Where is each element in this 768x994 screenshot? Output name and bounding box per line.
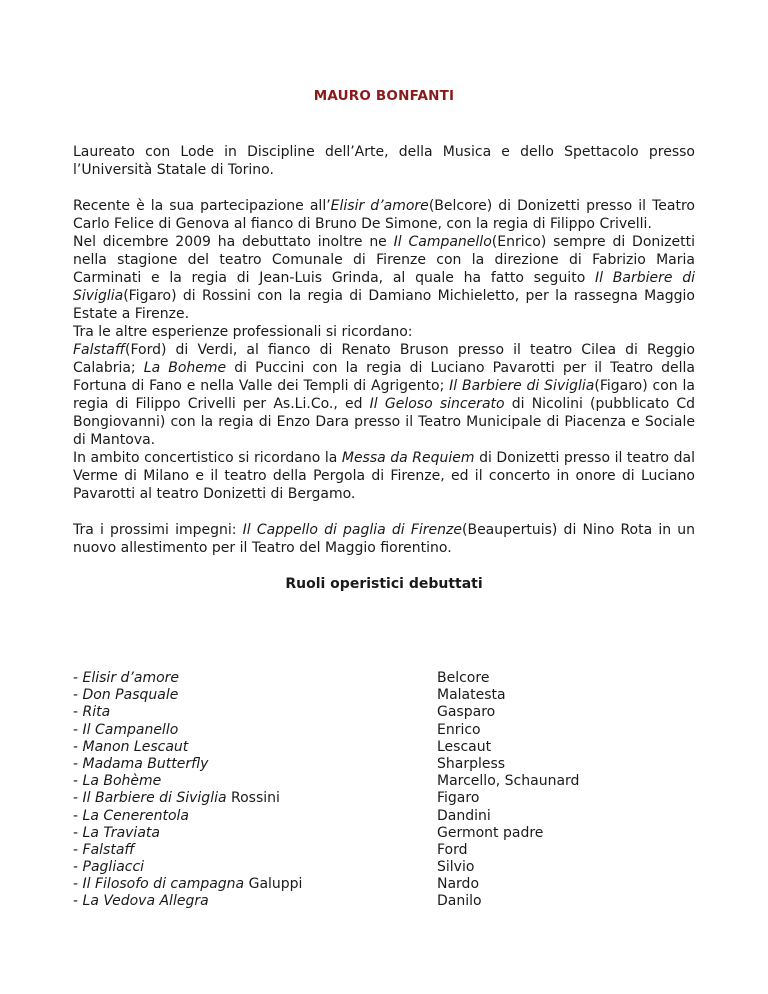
bio-paragraph-5 bbox=[73, 341, 695, 449]
bio-text: (Enrico) sempre di Donizetti nella stagione del teatro Comunale di Firenze con la direzione di Fabrizio Maria Carminati e la regia di Jean-Luis Grinda, al quale ha fatto seguito bbox=[73, 234, 695, 286]
role-row bbox=[73, 893, 713, 910]
role-opera bbox=[73, 670, 179, 687]
role-row bbox=[73, 756, 713, 773]
opera-title: Elisir d’amore bbox=[330, 198, 429, 214]
role-opera-title: Madama Butterfly bbox=[82, 755, 209, 772]
opera-title: La Boheme bbox=[143, 360, 227, 376]
roles-list bbox=[73, 670, 713, 911]
role-character: Nardo bbox=[437, 876, 480, 893]
role-row bbox=[73, 825, 713, 842]
bio-paragraph-4: Tra le altre esperienze professionali si ricordano: bbox=[73, 324, 413, 340]
role-bullet: - bbox=[73, 893, 83, 910]
role-opera-title: La Bohème bbox=[82, 773, 162, 790]
bio-text: (Figaro) con la regia di Filippo Crivelli per As.Li.Co., ed bbox=[73, 378, 695, 412]
role-row bbox=[73, 773, 713, 790]
role-bullet: - bbox=[73, 721, 83, 738]
role-character: Figaro bbox=[437, 790, 480, 807]
role-row bbox=[73, 739, 713, 756]
bio-paragraph-3 bbox=[73, 233, 695, 323]
bio-text: di Donizetti presso il teatro dal Verme di Milano e il teatro della Pergola di Firenze, ed il concerto in onore di Luciano Pavarotti al teatro Donizetti di Bergamo. bbox=[73, 450, 695, 502]
role-opera-title: Il Filosofo di campagna bbox=[82, 876, 245, 893]
bio-paragraph-1: Laureato con Lode in Discipline dell’Arte, della Musica e dello Spettacolo presso l’Università Statale di Torino. bbox=[73, 144, 695, 178]
role-opera-title: La Vedova Allegra bbox=[82, 893, 209, 910]
role-character: Malatesta bbox=[437, 687, 506, 704]
bio-text: (Ford) di Verdi, al fianco di Renato Bruson presso il teatro Cilea di Reggio Calabria; bbox=[73, 342, 695, 376]
opera-title: Il Barbiere di Siviglia bbox=[449, 378, 595, 394]
opera-title: Il Cappello di paglia di Firenze bbox=[242, 522, 462, 538]
role-row bbox=[73, 808, 713, 825]
role-bullet: - bbox=[73, 670, 83, 686]
role-bullet: - bbox=[73, 704, 83, 721]
role-opera-title: Pagliacci bbox=[82, 859, 145, 876]
bio-text: Tra i prossimi impegni: bbox=[73, 522, 243, 538]
role-bullet: - bbox=[73, 738, 83, 755]
role-opera bbox=[73, 876, 302, 893]
role-row bbox=[73, 842, 713, 859]
role-opera bbox=[73, 756, 208, 773]
role-opera-title: Don Pasquale bbox=[82, 687, 179, 704]
role-character: Silvio bbox=[437, 859, 475, 876]
bio-text: Recente è la sua partecipazione all’ bbox=[73, 198, 331, 214]
bio-text: di Nicolini (pubblicato Cd Bongiovanni) con la regia di Enzo Dara presso il Teatro Municipale di Piacenza e Sociale di Mantova. bbox=[73, 396, 695, 448]
roles-heading: Ruoli operistici debuttati bbox=[285, 576, 483, 592]
role-row bbox=[73, 790, 713, 807]
role-opera-title: La Traviata bbox=[82, 824, 160, 841]
biography bbox=[73, 143, 695, 611]
role-opera bbox=[73, 842, 135, 859]
role-opera bbox=[73, 859, 144, 876]
role-opera bbox=[73, 808, 189, 825]
role-opera-title: Rita bbox=[82, 704, 111, 721]
role-opera bbox=[73, 893, 209, 910]
role-opera bbox=[73, 773, 161, 790]
bio-text: (Figaro) di Rossini con la regia di Damiano Michieletto, per la rassegna Maggio Estate a Firenze. bbox=[73, 288, 695, 322]
role-opera-title: Il Barbiere di Siviglia bbox=[82, 790, 227, 807]
role-row bbox=[73, 722, 713, 739]
role-character: Belcore bbox=[437, 670, 490, 686]
role-row bbox=[73, 859, 713, 876]
role-bullet: - bbox=[73, 790, 83, 807]
role-character: Sharpless bbox=[437, 755, 506, 772]
bio-paragraph-6 bbox=[73, 449, 695, 503]
role-opera-title: Il Campanello bbox=[82, 721, 179, 738]
role-opera bbox=[73, 790, 280, 807]
role-bullet: - bbox=[73, 755, 83, 772]
role-character: Lescaut bbox=[437, 738, 492, 755]
role-opera-title: La Cenerentola bbox=[82, 807, 189, 824]
role-bullet: - bbox=[73, 824, 83, 841]
role-composer: Galuppi bbox=[244, 876, 303, 893]
role-character: Gasparo bbox=[437, 704, 496, 721]
role-opera bbox=[73, 825, 160, 842]
bio-text: In ambito concertistico si ricordano la bbox=[73, 450, 342, 466]
bio-text: di Puccini con la regia di Luciano Pavarotti per il Teatro della Fortuna di Fano e nella Valle dei Templi di Agrigento; bbox=[73, 360, 695, 394]
bio-text: (Beaupertuis) di Nino Rota in un nuovo allestimento per il Teatro del Maggio fiorentino. bbox=[73, 522, 696, 556]
role-row bbox=[73, 687, 713, 704]
bio-text: Nel dicembre 2009 ha debuttato inoltre ne bbox=[73, 234, 394, 250]
bio-paragraph-7 bbox=[73, 521, 695, 557]
role-bullet: - bbox=[73, 687, 83, 704]
role-row bbox=[73, 876, 713, 893]
role-bullet: - bbox=[73, 876, 83, 893]
role-bullet: - bbox=[73, 841, 83, 858]
opera-title: Il Barbiere di Siviglia bbox=[73, 270, 695, 304]
role-character: Marcello, Schaunard bbox=[437, 773, 580, 790]
role-opera bbox=[73, 722, 178, 739]
role-opera bbox=[73, 704, 110, 721]
role-row bbox=[73, 704, 713, 721]
role-character: Danilo bbox=[437, 893, 482, 910]
role-bullet: - bbox=[73, 859, 83, 876]
page-title: MAURO BONFANTI bbox=[313, 88, 455, 104]
role-opera bbox=[73, 687, 178, 704]
bio-text: (Belcore) di Donizetti presso il Teatro Carlo Felice di Genova al fianco di Bruno De Simone, con la regia di Filippo Crivelli. bbox=[73, 198, 695, 232]
opera-title: Il Campanello bbox=[393, 234, 492, 250]
role-opera bbox=[73, 739, 188, 756]
role-opera-title: Manon Lescaut bbox=[82, 738, 189, 755]
role-row bbox=[73, 670, 713, 687]
role-opera-title: Falstaff bbox=[82, 841, 135, 858]
role-opera-title: Elisir d’amore bbox=[82, 670, 180, 686]
role-character: Germont padre bbox=[437, 824, 544, 841]
role-character: Ford bbox=[437, 841, 468, 858]
role-character: Dandini bbox=[437, 807, 491, 824]
role-bullet: - bbox=[73, 773, 83, 790]
opera-title: Messa da Requiem bbox=[341, 450, 475, 466]
opera-title: Falstaff bbox=[73, 342, 125, 358]
bio-paragraph-2 bbox=[73, 197, 695, 233]
role-bullet: - bbox=[73, 807, 83, 824]
role-composer: Rossini bbox=[226, 790, 280, 807]
role-character: Enrico bbox=[437, 721, 481, 738]
opera-title: Il Geloso sincerato bbox=[369, 396, 505, 412]
